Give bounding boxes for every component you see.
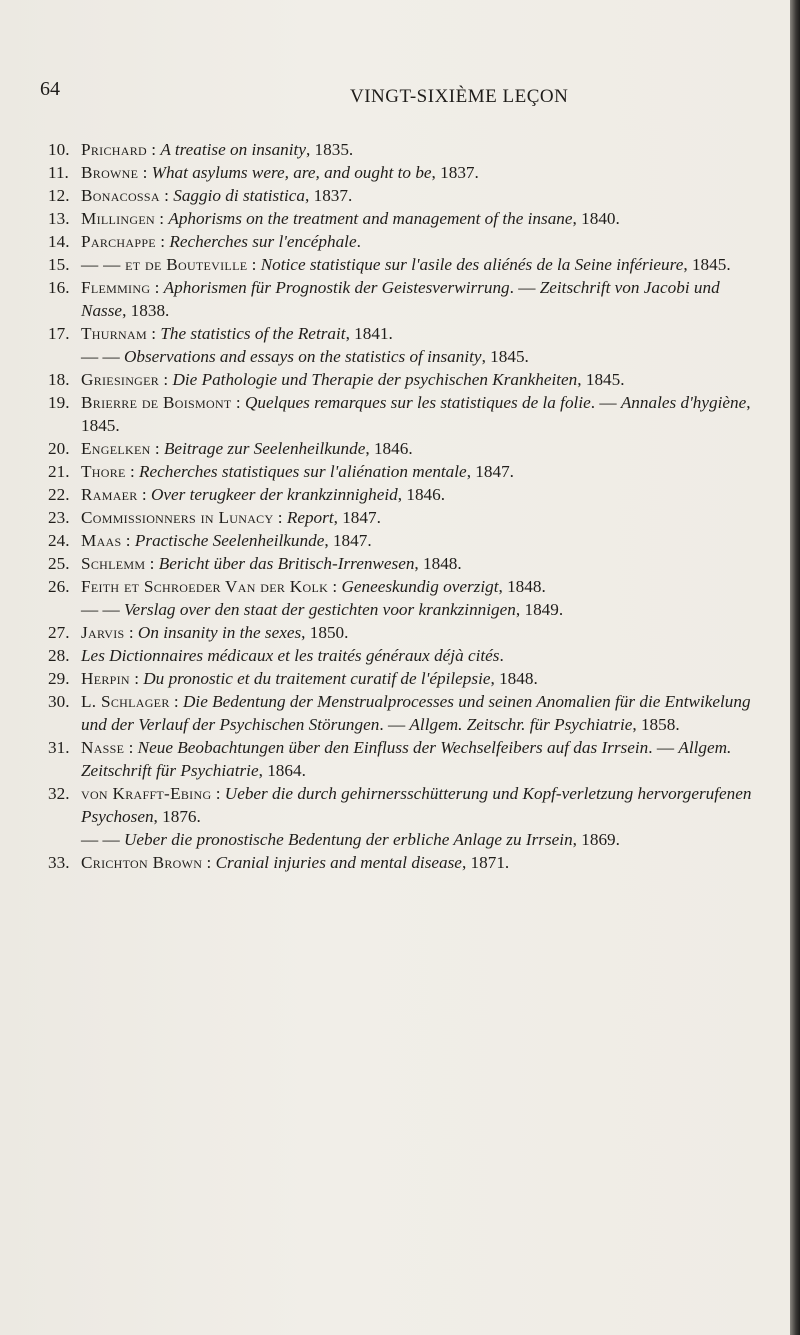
entry-number: 13. bbox=[48, 209, 70, 228]
bibliography-entry bbox=[48, 529, 763, 552]
entry-journal: Annales d'hygiène bbox=[620, 393, 747, 412]
entry-separator: : bbox=[154, 209, 169, 228]
entry-journal-detail: , 1838. bbox=[122, 301, 170, 320]
entry-separator: : bbox=[328, 577, 342, 596]
entry-author: Ramaer bbox=[81, 485, 138, 504]
subitem-detail: , 1869. bbox=[572, 830, 620, 849]
bibliography-entry bbox=[48, 460, 763, 483]
entry-title: On insanity in the sexes bbox=[137, 623, 302, 642]
entry-separator: : bbox=[129, 669, 144, 688]
entry-title: Cranial injuries and mental disease bbox=[215, 853, 462, 872]
entry-author: Prichard bbox=[81, 140, 147, 159]
entry-title: Recherches sur l'encéphale bbox=[169, 232, 357, 251]
entry-separator: : bbox=[124, 623, 138, 642]
entry-number: 15. bbox=[48, 255, 70, 274]
entry-detail: , 1848. bbox=[414, 554, 462, 573]
entry-detail: , 1876. bbox=[153, 807, 201, 826]
entry-detail: , 1845. bbox=[577, 370, 625, 389]
bibliography-entry bbox=[48, 161, 763, 184]
entry-number: 22. bbox=[48, 485, 70, 504]
entry-separator: : bbox=[121, 531, 135, 550]
entry-title: The statistics of the Retrait bbox=[160, 324, 346, 343]
entry-detail: . — bbox=[379, 715, 410, 734]
entry-author: Thurnam bbox=[81, 324, 147, 343]
entry-title: Aphorismen für Prognostik der Geistesverwirrung bbox=[163, 278, 510, 297]
entry-title: Notice statistique sur l'asile des aliénés de la Seine inférieure bbox=[260, 255, 684, 274]
bibliography-entry bbox=[48, 138, 763, 161]
bibliography-entry bbox=[48, 644, 763, 667]
entry-separator: : bbox=[145, 554, 159, 573]
entry-subitem bbox=[81, 828, 763, 851]
entry-separator: : bbox=[150, 278, 164, 297]
entry-number: 29. bbox=[48, 669, 70, 688]
page-number: 64 bbox=[40, 78, 60, 100]
entry-author: von Krafft-Ebing bbox=[81, 784, 212, 803]
bibliography-entry bbox=[48, 483, 763, 506]
entry-detail: , 1871. bbox=[461, 853, 510, 872]
entry-number: 28. bbox=[48, 646, 70, 665]
entry-number: 33. bbox=[48, 853, 70, 872]
entry-detail: , 1850. bbox=[301, 623, 349, 642]
entry-detail: , 1847. bbox=[466, 462, 514, 481]
entry-separator: : bbox=[146, 140, 161, 159]
entry-journal: Allgem. Zeitschrift für Psychiatrie bbox=[81, 738, 732, 780]
entry-number: 30. bbox=[48, 692, 70, 711]
subitem-title: Ueber die pronostische Bedentung der erbliche Anlage zu Irrsein bbox=[123, 830, 573, 849]
entry-author: Feith et Schroeder Van der Kolk bbox=[81, 577, 329, 596]
entry-number: 14. bbox=[48, 232, 70, 251]
entry-detail: , 1848. bbox=[490, 669, 538, 688]
entry-detail: , 1847. bbox=[333, 508, 381, 527]
entry-title: Ueber die durch gehirnersschütterung und Kopf-verletzung hervorgerufenen Psychosen bbox=[81, 784, 752, 826]
entry-title: Over terugkeer der krankzinnigheid bbox=[150, 485, 398, 504]
entry-author: Flemming bbox=[81, 278, 151, 297]
entry-author: Griesinger bbox=[81, 370, 160, 389]
bibliography-entry bbox=[48, 621, 763, 644]
entry-author: Maas bbox=[81, 531, 122, 550]
entry-title: Saggio di statistica bbox=[173, 186, 306, 205]
subitem-detail: , 1845. bbox=[481, 347, 529, 366]
entry-separator: : bbox=[150, 439, 164, 458]
entry-detail: , 1847. bbox=[324, 531, 372, 550]
entry-author: Brierre de Boismont bbox=[81, 393, 232, 412]
entry-detail: , 1846. bbox=[365, 439, 413, 458]
entry-journal-detail: , 1864. bbox=[258, 761, 306, 780]
entry-separator: : bbox=[231, 393, 245, 412]
entry-detail: . — bbox=[648, 738, 679, 757]
entry-author: Engelken bbox=[81, 439, 151, 458]
bibliography-entry bbox=[48, 437, 763, 460]
subitem-detail: , 1849. bbox=[515, 600, 564, 619]
entry-separator: : bbox=[124, 738, 138, 757]
entry-detail: , 1845. bbox=[683, 255, 731, 274]
entry-number: 31. bbox=[48, 738, 70, 757]
entry-author: Herpin bbox=[81, 669, 130, 688]
entry-title: Report bbox=[286, 508, 334, 527]
entry-number: 20. bbox=[48, 439, 70, 458]
entry-author: Commissionners in Lunacy bbox=[81, 508, 274, 527]
entry-detail: . bbox=[499, 646, 504, 665]
bibliography-entry bbox=[48, 552, 763, 575]
bibliography-entry bbox=[48, 506, 763, 529]
bibliography-entry bbox=[48, 207, 763, 230]
entry-separator: : bbox=[138, 163, 152, 182]
entry-separator: : bbox=[137, 485, 151, 504]
entry-number: 19. bbox=[48, 393, 70, 412]
subitem-dash: — — bbox=[81, 830, 124, 849]
page-header bbox=[40, 78, 740, 112]
bibliography-entry bbox=[48, 782, 763, 851]
book-binding-edge bbox=[790, 0, 800, 1335]
entry-detail: . — bbox=[509, 278, 540, 297]
entry-detail: . bbox=[356, 232, 361, 251]
entry-title: Les Dictionnaires médicaux et les traités généraux déjà cités bbox=[81, 646, 500, 665]
entry-title: Quelques remarques sur les statistiques de la folie bbox=[244, 393, 591, 412]
entry-author: Jarvis bbox=[81, 623, 125, 642]
entry-number: 27. bbox=[48, 623, 70, 642]
bibliography-entry bbox=[48, 253, 763, 276]
entry-separator: : bbox=[159, 370, 173, 389]
entry-journal-detail: , 1845. bbox=[81, 393, 751, 435]
entry-detail: . — bbox=[590, 393, 621, 412]
entry-number: 18. bbox=[48, 370, 70, 389]
entry-separator: : bbox=[169, 692, 183, 711]
bibliography-entry bbox=[48, 391, 763, 437]
entry-author: L. Schlager bbox=[81, 692, 170, 711]
entry-number: 24. bbox=[48, 531, 70, 550]
entry-title: A treatise on insanity bbox=[160, 140, 306, 159]
entry-journal: Allgem. Zeitschr. für Psychiatrie bbox=[409, 715, 633, 734]
entry-number: 12. bbox=[48, 186, 70, 205]
entry-separator: : bbox=[211, 784, 225, 803]
entry-separator: : bbox=[155, 232, 170, 251]
entry-detail: , 1837. bbox=[431, 163, 479, 182]
entry-author: Parchappe bbox=[81, 232, 156, 251]
entry-subitem bbox=[81, 345, 763, 368]
entry-number: 10. bbox=[48, 140, 70, 159]
entry-title: Recherches statistiques sur l'aliénation mentale bbox=[139, 462, 467, 481]
entry-title: Neue Beobachtungen über den Einfluss der Wechselfeibers auf das Irrsein bbox=[137, 738, 649, 757]
entry-title: Practische Seelenheilkunde bbox=[134, 531, 325, 550]
bibliography-entry bbox=[48, 322, 763, 368]
entry-detail: , 1841. bbox=[345, 324, 393, 343]
entry-number: 26. bbox=[48, 577, 70, 596]
entry-number: 32. bbox=[48, 784, 70, 803]
entry-author: Bonacossa bbox=[81, 186, 160, 205]
entry-detail: , 1840. bbox=[572, 209, 620, 228]
bibliography-entry bbox=[48, 667, 763, 690]
entry-number: 21. bbox=[48, 462, 70, 481]
entry-journal: Zeitschrift von Jacobi und Nasse bbox=[81, 278, 720, 320]
entry-title: Aphorisms on the treatment and management of the insane bbox=[168, 209, 573, 228]
running-head: VINGT-SIXIÈME LEÇON bbox=[350, 86, 569, 107]
entry-title: Die Pathologie und Therapie der psychischen Krankheiten bbox=[172, 370, 578, 389]
entry-separator: : bbox=[273, 508, 287, 527]
bibliography-entry bbox=[48, 368, 763, 391]
bibliography-entry bbox=[48, 184, 763, 207]
entry-separator: : bbox=[125, 462, 140, 481]
entry-detail: , 1846. bbox=[397, 485, 446, 504]
entry-title: Bericht über das Britisch-Irrenwesen bbox=[158, 554, 415, 573]
entry-title: Geneeskundig overzigt bbox=[341, 577, 499, 596]
entry-separator: : bbox=[159, 186, 174, 205]
entry-number: 11. bbox=[48, 163, 69, 182]
entry-number: 17. bbox=[48, 324, 70, 343]
entry-journal-detail: , 1858. bbox=[632, 715, 680, 734]
bibliography-entry bbox=[48, 851, 763, 874]
entry-detail: , 1835. bbox=[305, 140, 354, 159]
entry-separator: : bbox=[146, 324, 161, 343]
entry-author: Schlemm bbox=[81, 554, 146, 573]
entry-author: Browne bbox=[81, 163, 139, 182]
bibliography-entry bbox=[48, 575, 763, 621]
entry-title: Beitrage zur Seelenheilkunde bbox=[163, 439, 366, 458]
entry-author: Nasse bbox=[81, 738, 125, 757]
entry-subitem bbox=[81, 598, 763, 621]
entry-title: Du pronostic et du traitement curatif de l'épilepsie bbox=[143, 669, 491, 688]
entry-title: Die Bedentung der Menstrualprocesses und seinen Anomalien für die Entwikelung und der Verlauf der Psychischen Störungen bbox=[81, 692, 751, 734]
entry-number: 23. bbox=[48, 508, 70, 527]
entry-number: 16. bbox=[48, 278, 70, 297]
bibliography-entry bbox=[48, 230, 763, 253]
bibliography-entry bbox=[48, 690, 763, 736]
entry-author: Millingen bbox=[81, 209, 155, 228]
bibliography-list bbox=[48, 138, 763, 874]
entry-number: 25. bbox=[48, 554, 70, 573]
entry-title: What asylums were, are, and ought to be bbox=[151, 163, 432, 182]
entry-author: Thore bbox=[81, 462, 126, 481]
entry-separator: : bbox=[247, 255, 261, 274]
bibliography-entry bbox=[48, 736, 763, 782]
entry-author: — — et de Bouteville bbox=[81, 255, 248, 274]
subitem-dash: — — bbox=[81, 347, 124, 366]
subitem-dash: — — bbox=[81, 600, 124, 619]
entry-author: Crichton Brown bbox=[81, 853, 203, 872]
bibliography-entry bbox=[48, 276, 763, 322]
entry-separator: : bbox=[202, 853, 216, 872]
entry-detail: , 1848. bbox=[498, 577, 546, 596]
entry-detail: , 1837. bbox=[305, 186, 353, 205]
subitem-title: Verslag over den staat der gestichten voor krankzinnigen bbox=[123, 600, 516, 619]
subitem-title: Observations and essays on the statistics of insanity bbox=[123, 347, 482, 366]
